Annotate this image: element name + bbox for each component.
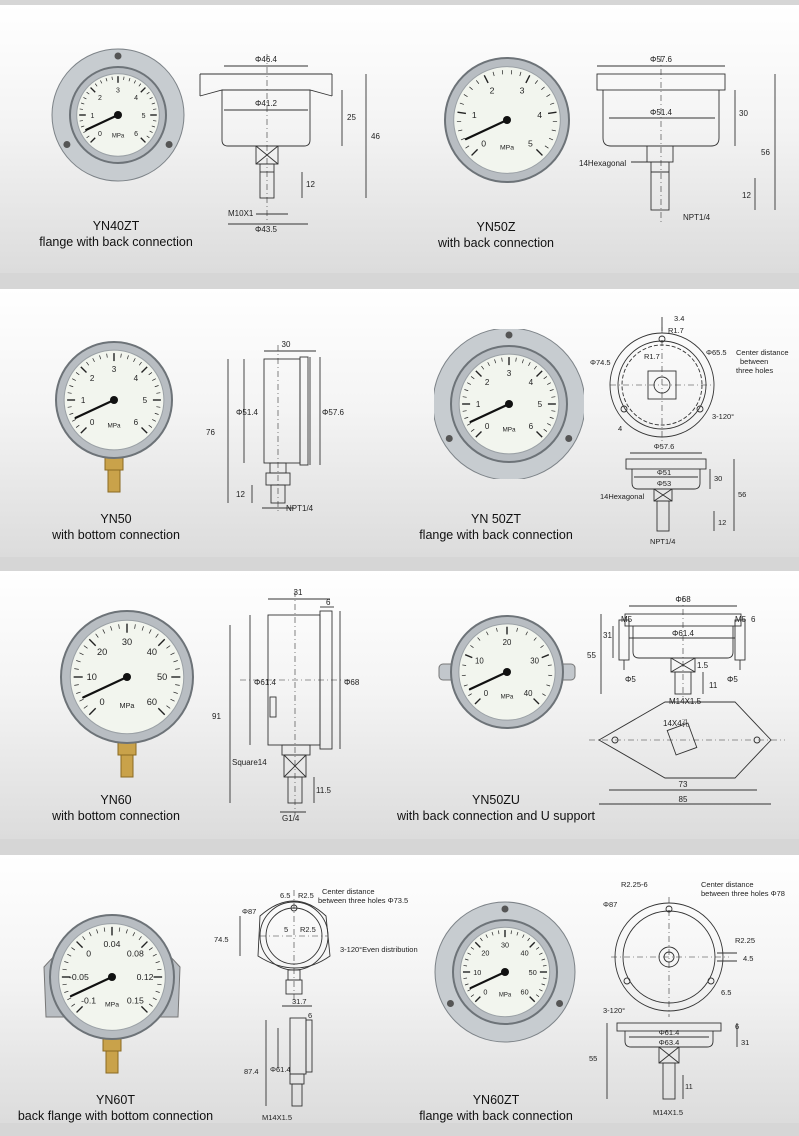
dimension-label: Φ51.4 xyxy=(236,408,258,417)
scale-label: 0.04 xyxy=(103,938,121,949)
dimension-label: 73 xyxy=(678,780,688,789)
dimension-label: M5 xyxy=(621,615,633,624)
dimension-label: 14Hexagonal xyxy=(600,492,645,501)
technical-drawing xyxy=(200,335,380,515)
needle-hub xyxy=(505,400,513,408)
scale-label: 4 xyxy=(537,109,543,120)
dimension-label: NPT1/4 xyxy=(650,537,676,546)
dimension-label: 14X4孔 xyxy=(663,719,690,728)
dimension-label: Φ41.2 xyxy=(255,99,277,108)
dimension-label: 11 xyxy=(709,681,718,690)
dimension-label: 3-120°Even distribution xyxy=(340,945,418,954)
scale-label: 10 xyxy=(475,656,484,666)
scale-label: 20 xyxy=(502,638,512,648)
dimension-label: 12 xyxy=(306,180,315,189)
scale-label: 3 xyxy=(111,365,117,375)
dimension-label: Φ61.4 xyxy=(658,1028,680,1037)
model-name: YN60 xyxy=(100,793,132,807)
dimension-label: 12 xyxy=(718,518,727,527)
scale-label: 4 xyxy=(528,378,534,388)
gauge-photo xyxy=(48,45,188,185)
model-description: with back connection and U support xyxy=(396,809,596,823)
dimension-label: Φ65.5 xyxy=(706,348,727,357)
model-description: flange with back connection xyxy=(419,1109,573,1123)
needle-hub xyxy=(123,673,131,681)
technical-drawing xyxy=(192,44,392,234)
scale-label: 0 xyxy=(86,948,92,959)
unit-label: MPa xyxy=(111,133,125,140)
scale-label: 5 xyxy=(527,138,533,149)
scale-label: 0.08 xyxy=(126,948,144,959)
product-caption xyxy=(8,1092,223,1124)
gauge-photo xyxy=(430,897,580,1047)
mounting-hole xyxy=(565,435,572,442)
needle-hub xyxy=(503,668,511,676)
dimension-label: Φ87 xyxy=(603,900,618,909)
scale-label: 10 xyxy=(473,968,482,977)
scale-label: 60 xyxy=(146,696,158,707)
scale-label: 4 xyxy=(134,94,139,102)
unit-label: MPa xyxy=(104,1001,120,1009)
dimension-label: M10X1 xyxy=(228,209,254,218)
model-description: flange with back connection xyxy=(39,235,193,249)
scale-label: 3 xyxy=(116,87,120,95)
model-name: YN 50ZT xyxy=(470,512,521,526)
scale-label: 0 xyxy=(99,696,105,707)
dimension-label: 14Hexagonal xyxy=(579,159,627,168)
scale-label: 2 xyxy=(97,94,102,102)
technical-drawing xyxy=(575,52,785,232)
dimension-label: 31 xyxy=(741,1038,750,1047)
dimension-label: Φ46.4 xyxy=(255,55,277,64)
annotation-note: Center distance between three holes Φ78 xyxy=(701,880,785,898)
product-caption xyxy=(396,511,596,543)
dimension-label: Φ57.6 xyxy=(322,408,344,417)
dimension-label: 1.5 xyxy=(697,661,709,670)
model-description: flange with back connection xyxy=(419,528,573,542)
scale-label: 5 xyxy=(142,396,148,405)
dimension-label: R1.7 xyxy=(644,352,660,361)
dimension-label: M5 xyxy=(735,615,747,624)
unit-label: MPa xyxy=(498,992,512,999)
scale-label: 6 xyxy=(134,131,139,139)
mounting-hole xyxy=(447,1000,454,1007)
scale-label: 2 xyxy=(484,378,490,388)
product-caption xyxy=(26,511,206,543)
annotation-note: Center distance between three holes xyxy=(736,348,789,375)
scale-label: 6 xyxy=(133,417,139,427)
dimension-label: Φ61.4 xyxy=(672,629,694,638)
technical-drawing xyxy=(210,585,390,825)
dimension-label: Φ53 xyxy=(656,479,672,488)
technical-drawing xyxy=(590,305,795,550)
dimension-label: Φ68 xyxy=(344,678,360,687)
dimension-label: Φ61.4 xyxy=(254,678,276,687)
dimension-label: G1/4 xyxy=(282,814,300,823)
needle-hub xyxy=(114,111,122,119)
scale-label: 0 xyxy=(481,138,487,149)
product-caption xyxy=(406,219,586,251)
model-name: YN40ZT xyxy=(92,219,140,233)
mounting-hole xyxy=(446,435,453,442)
model-description: with bottom connection xyxy=(52,528,180,542)
model-description: back flange with bottom connection xyxy=(17,1109,214,1123)
needle-hub xyxy=(501,968,509,976)
scale-label: -0.1 xyxy=(81,995,97,1006)
gauge-photo xyxy=(437,50,577,190)
gauge-photo xyxy=(52,605,202,780)
unit-label: MPa xyxy=(502,426,516,434)
scale-label: 2 xyxy=(89,374,95,384)
unit-label: MPa xyxy=(499,144,515,152)
dimension-label: 6 xyxy=(308,1011,313,1020)
dimension-label: R2.5 xyxy=(300,925,316,934)
scale-label: 5 xyxy=(537,400,543,409)
dimension-label: 6.5 xyxy=(721,988,732,997)
scale-label: -0.05 xyxy=(69,972,89,982)
dimension-label: 5 xyxy=(284,925,289,934)
scale-label: 3 xyxy=(506,369,512,379)
dimension-label: 11.5 xyxy=(316,786,331,795)
scale-label: 30 xyxy=(121,636,133,647)
scale-label: 0 xyxy=(484,421,490,431)
scale-label: 20 xyxy=(96,647,108,658)
dimension-label: R1.7 xyxy=(668,326,684,335)
dimension-label: 30 xyxy=(739,109,748,118)
dimension-label: NPT1/4 xyxy=(286,504,314,513)
scale-label: 5 xyxy=(141,113,146,120)
brass-thread xyxy=(108,470,120,492)
dimension-label: 31.7 xyxy=(292,997,307,1006)
product-caption xyxy=(26,218,206,250)
technical-drawing xyxy=(200,880,440,1125)
gauge-photo xyxy=(40,905,190,1085)
dimension-label: 56 xyxy=(738,490,747,499)
dimension-label: 31 xyxy=(603,631,612,640)
scale-label: 0.15 xyxy=(126,995,144,1006)
dimension-label: 85 xyxy=(678,795,688,804)
technical-drawing xyxy=(585,590,795,815)
dimension-label: Φ63.4 xyxy=(658,1038,680,1047)
dimension-label: 76 xyxy=(206,428,215,437)
dimension-label: Φ57.6 xyxy=(650,55,672,64)
dimension-label: Φ87 xyxy=(242,907,257,916)
scale-label: 40 xyxy=(523,689,533,699)
mounting-hole xyxy=(63,141,70,148)
scale-label: 50 xyxy=(528,968,537,977)
dimension-label: Φ51.4 xyxy=(650,108,672,117)
gauge-photo xyxy=(44,334,184,504)
dimension-label: R2.25 xyxy=(735,936,756,945)
dimension-label: 30 xyxy=(714,474,723,483)
product-caption xyxy=(376,792,616,824)
dimension-label: 31 xyxy=(293,588,303,597)
dimension-label: 55 xyxy=(587,651,596,660)
unit-label: MPa xyxy=(119,701,135,711)
dimension-label: Φ57.6 xyxy=(653,442,675,451)
model-name: YN50ZU xyxy=(472,793,520,807)
model-description: with back connection xyxy=(437,236,555,250)
dimension-label: M14X1.5 xyxy=(262,1113,293,1122)
gauge-photo xyxy=(434,329,584,479)
model-name: YN60ZT xyxy=(472,1093,520,1107)
dimension-label: 3.4 xyxy=(674,314,685,323)
scale-label: 1 xyxy=(475,400,481,409)
scale-label: 0 xyxy=(483,689,489,699)
dimension-label: Φ74.5 xyxy=(590,358,611,367)
scale-label: 60 xyxy=(520,987,529,997)
unit-label: MPa xyxy=(107,422,121,430)
dimension-label: Φ61.4 xyxy=(270,1065,291,1074)
dimension-label: 74.5 xyxy=(214,935,229,944)
mounting-hole xyxy=(166,141,173,148)
dimension-label: Φ51 xyxy=(656,468,672,477)
scale-label: 0 xyxy=(89,417,95,427)
dimension-label: 91 xyxy=(212,712,221,721)
scale-label: 50 xyxy=(157,672,168,682)
dimension-label: 3-120° xyxy=(712,412,735,421)
scale-label: 1 xyxy=(80,396,86,405)
mounting-hole xyxy=(115,53,122,60)
model-name: YN50Z xyxy=(476,220,516,234)
dimension-label: 6 xyxy=(735,1022,740,1031)
unit-label: MPa xyxy=(500,693,514,701)
dimension-label: 6.5 xyxy=(280,891,291,900)
dimension-label: M14X1.5 xyxy=(669,697,702,706)
dimension-label: 4 xyxy=(618,424,623,433)
dimension-label: Φ43.5 xyxy=(255,225,277,234)
dimension-label: 56 xyxy=(761,148,770,157)
dimension-label: 6 xyxy=(326,598,331,607)
dimension-label: 3-120° xyxy=(603,1006,626,1015)
dimension-label: NPT1/4 xyxy=(683,213,711,222)
scale-label: 1 xyxy=(471,109,477,120)
product-caption xyxy=(26,792,206,824)
brass-thread xyxy=(121,755,133,777)
dimension-label: 87.4 xyxy=(244,1067,259,1076)
needle-hub xyxy=(110,396,118,404)
dimension-label: Square14 xyxy=(232,758,267,767)
dimension-label: 25 xyxy=(347,113,356,122)
dimension-label: Φ68 xyxy=(675,595,691,604)
annotation-note: Center distance between three holes Φ73.5 xyxy=(318,887,409,905)
scale-label: 4 xyxy=(133,374,139,384)
brass-thread xyxy=(106,1051,118,1073)
dimension-label: R2.25-6 xyxy=(621,880,648,889)
scale-label: 40 xyxy=(520,948,529,958)
dimension-label: 6 xyxy=(751,615,756,624)
scale-label: 30 xyxy=(530,656,539,666)
needle-hub xyxy=(108,973,116,981)
dimension-label: 12 xyxy=(742,191,751,200)
dimension-label: M14X1.5 xyxy=(653,1108,684,1117)
scale-label: 10 xyxy=(86,672,97,682)
scale-label: 3 xyxy=(519,85,525,96)
scale-label: 30 xyxy=(500,940,510,950)
scale-label: 40 xyxy=(146,647,158,658)
dimension-label: 55 xyxy=(589,1054,598,1063)
dimension-label: Φ5 xyxy=(727,675,738,684)
dimension-label: 30 xyxy=(281,340,291,349)
dimension-label: R2.5 xyxy=(298,891,314,900)
dimension-label: 46 xyxy=(371,132,380,141)
scale-label: 2 xyxy=(489,85,495,96)
gauge-photo xyxy=(432,610,582,735)
needle-hub xyxy=(503,116,511,124)
dimension-label: Φ5 xyxy=(625,675,636,684)
model-name: YN60T xyxy=(96,1093,135,1107)
scale-label: 1 xyxy=(90,113,95,120)
dimension-label: 4.5 xyxy=(743,954,754,963)
scale-label: 20 xyxy=(481,948,490,958)
mounting-hole xyxy=(506,332,513,339)
scale-label: 0.12 xyxy=(136,972,154,982)
mounting-hole xyxy=(502,906,509,913)
dimension-label: 12 xyxy=(236,490,245,499)
dimension-label: 11 xyxy=(685,1082,693,1091)
model-name: YN50 xyxy=(100,512,132,526)
model-description: with bottom connection xyxy=(52,809,180,823)
mounting-hole xyxy=(556,1000,563,1007)
scale-label: 0 xyxy=(97,131,102,139)
scale-label: 6 xyxy=(528,421,534,431)
technical-drawing xyxy=(585,875,799,1125)
scale-label: 0 xyxy=(483,987,488,997)
